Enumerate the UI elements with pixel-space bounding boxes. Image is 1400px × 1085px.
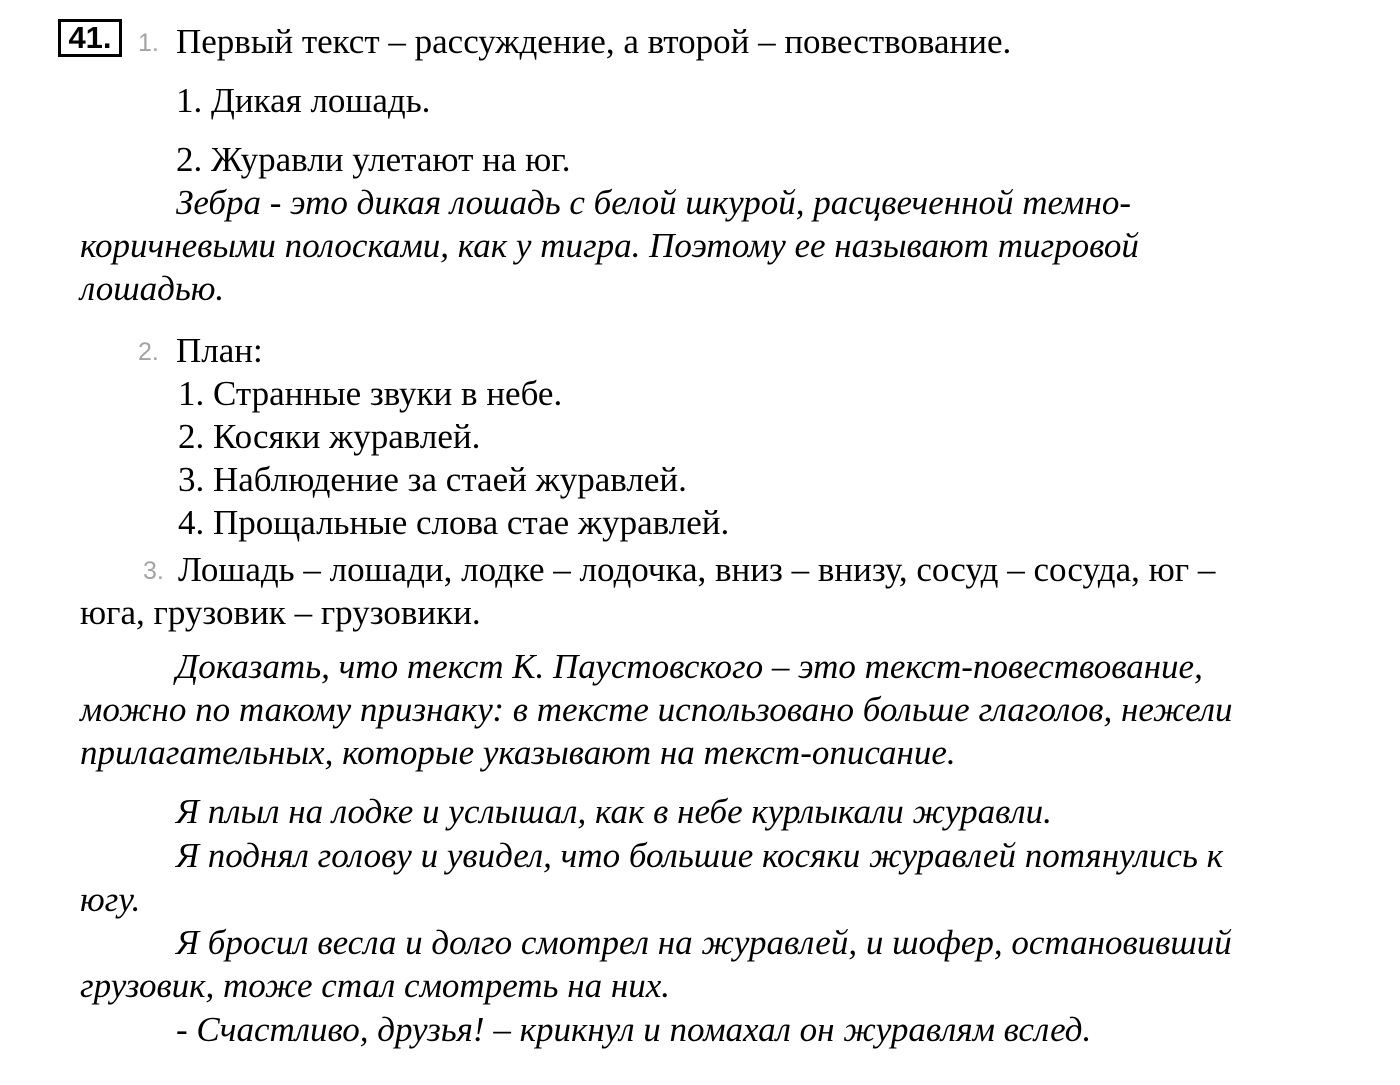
proof-line-2: можно по такому признаку: в тексте использовано больше глаголов, нежели bbox=[80, 690, 1233, 729]
story-line-6: - Счастливо, друзья! – крикнул и помахал он журавлям вслед. bbox=[176, 1010, 1092, 1049]
story-line-5: грузовик, тоже стал смотреть на них. bbox=[80, 966, 670, 1005]
zebra-line-2: коричневыми полосками, как у тигра. Поэтому ее называют тигровой bbox=[80, 226, 1139, 265]
section-3-line-1: Лошадь – лошади, лодке – лодочка, вниз – внизу, сосуд – сосуда, юг – bbox=[178, 550, 1216, 589]
plan-title: План: bbox=[176, 331, 263, 370]
section-3-line-2: юга, грузовик – грузовики. bbox=[80, 593, 481, 632]
section-1-label: 1. bbox=[138, 29, 159, 57]
story-line-1: Я плыл на лодке и услышал, как в небе курлыкали журавли. bbox=[176, 792, 1052, 831]
story-line-2: Я поднял голову и увидел, что большие косяки журавлей потянулись к bbox=[176, 836, 1223, 875]
title-1: 1. Дикая лошадь. bbox=[176, 81, 431, 120]
title-2: 2. Журавли улетают на юг. bbox=[176, 140, 571, 179]
plan-item-3: 3. Наблюдение за стаей журавлей. bbox=[178, 460, 687, 499]
plan-item-1: 1. Странные звуки в небе. bbox=[178, 374, 563, 413]
story-line-4: Я бросил весла и долго смотрел на журавлей, и шофер, остановивший bbox=[176, 923, 1232, 962]
zebra-line-1: Зебра - это дикая лошадь с белой шкурой, расцвеченной темно- bbox=[176, 183, 1132, 222]
plan-item-2: 2. Косяки журавлей. bbox=[178, 417, 481, 456]
plan-item-4: 4. Прощальные слова стае журавлей. bbox=[178, 503, 730, 542]
task-number-box: 41. bbox=[58, 19, 122, 57]
zebra-line-3: лошадью. bbox=[80, 269, 225, 308]
proof-line-3: прилагательных, которые указывают на текст-описание. bbox=[80, 733, 956, 772]
section-3-label: 3. bbox=[143, 557, 164, 585]
section-1-answer: Первый текст – рассуждение, а второй – повествование. bbox=[176, 22, 1012, 61]
proof-line-1: Доказать, что текст К. Паустовского – это текст-повествование, bbox=[176, 647, 1203, 686]
story-line-3: югу. bbox=[80, 880, 141, 919]
section-2-label: 2. bbox=[138, 338, 159, 366]
